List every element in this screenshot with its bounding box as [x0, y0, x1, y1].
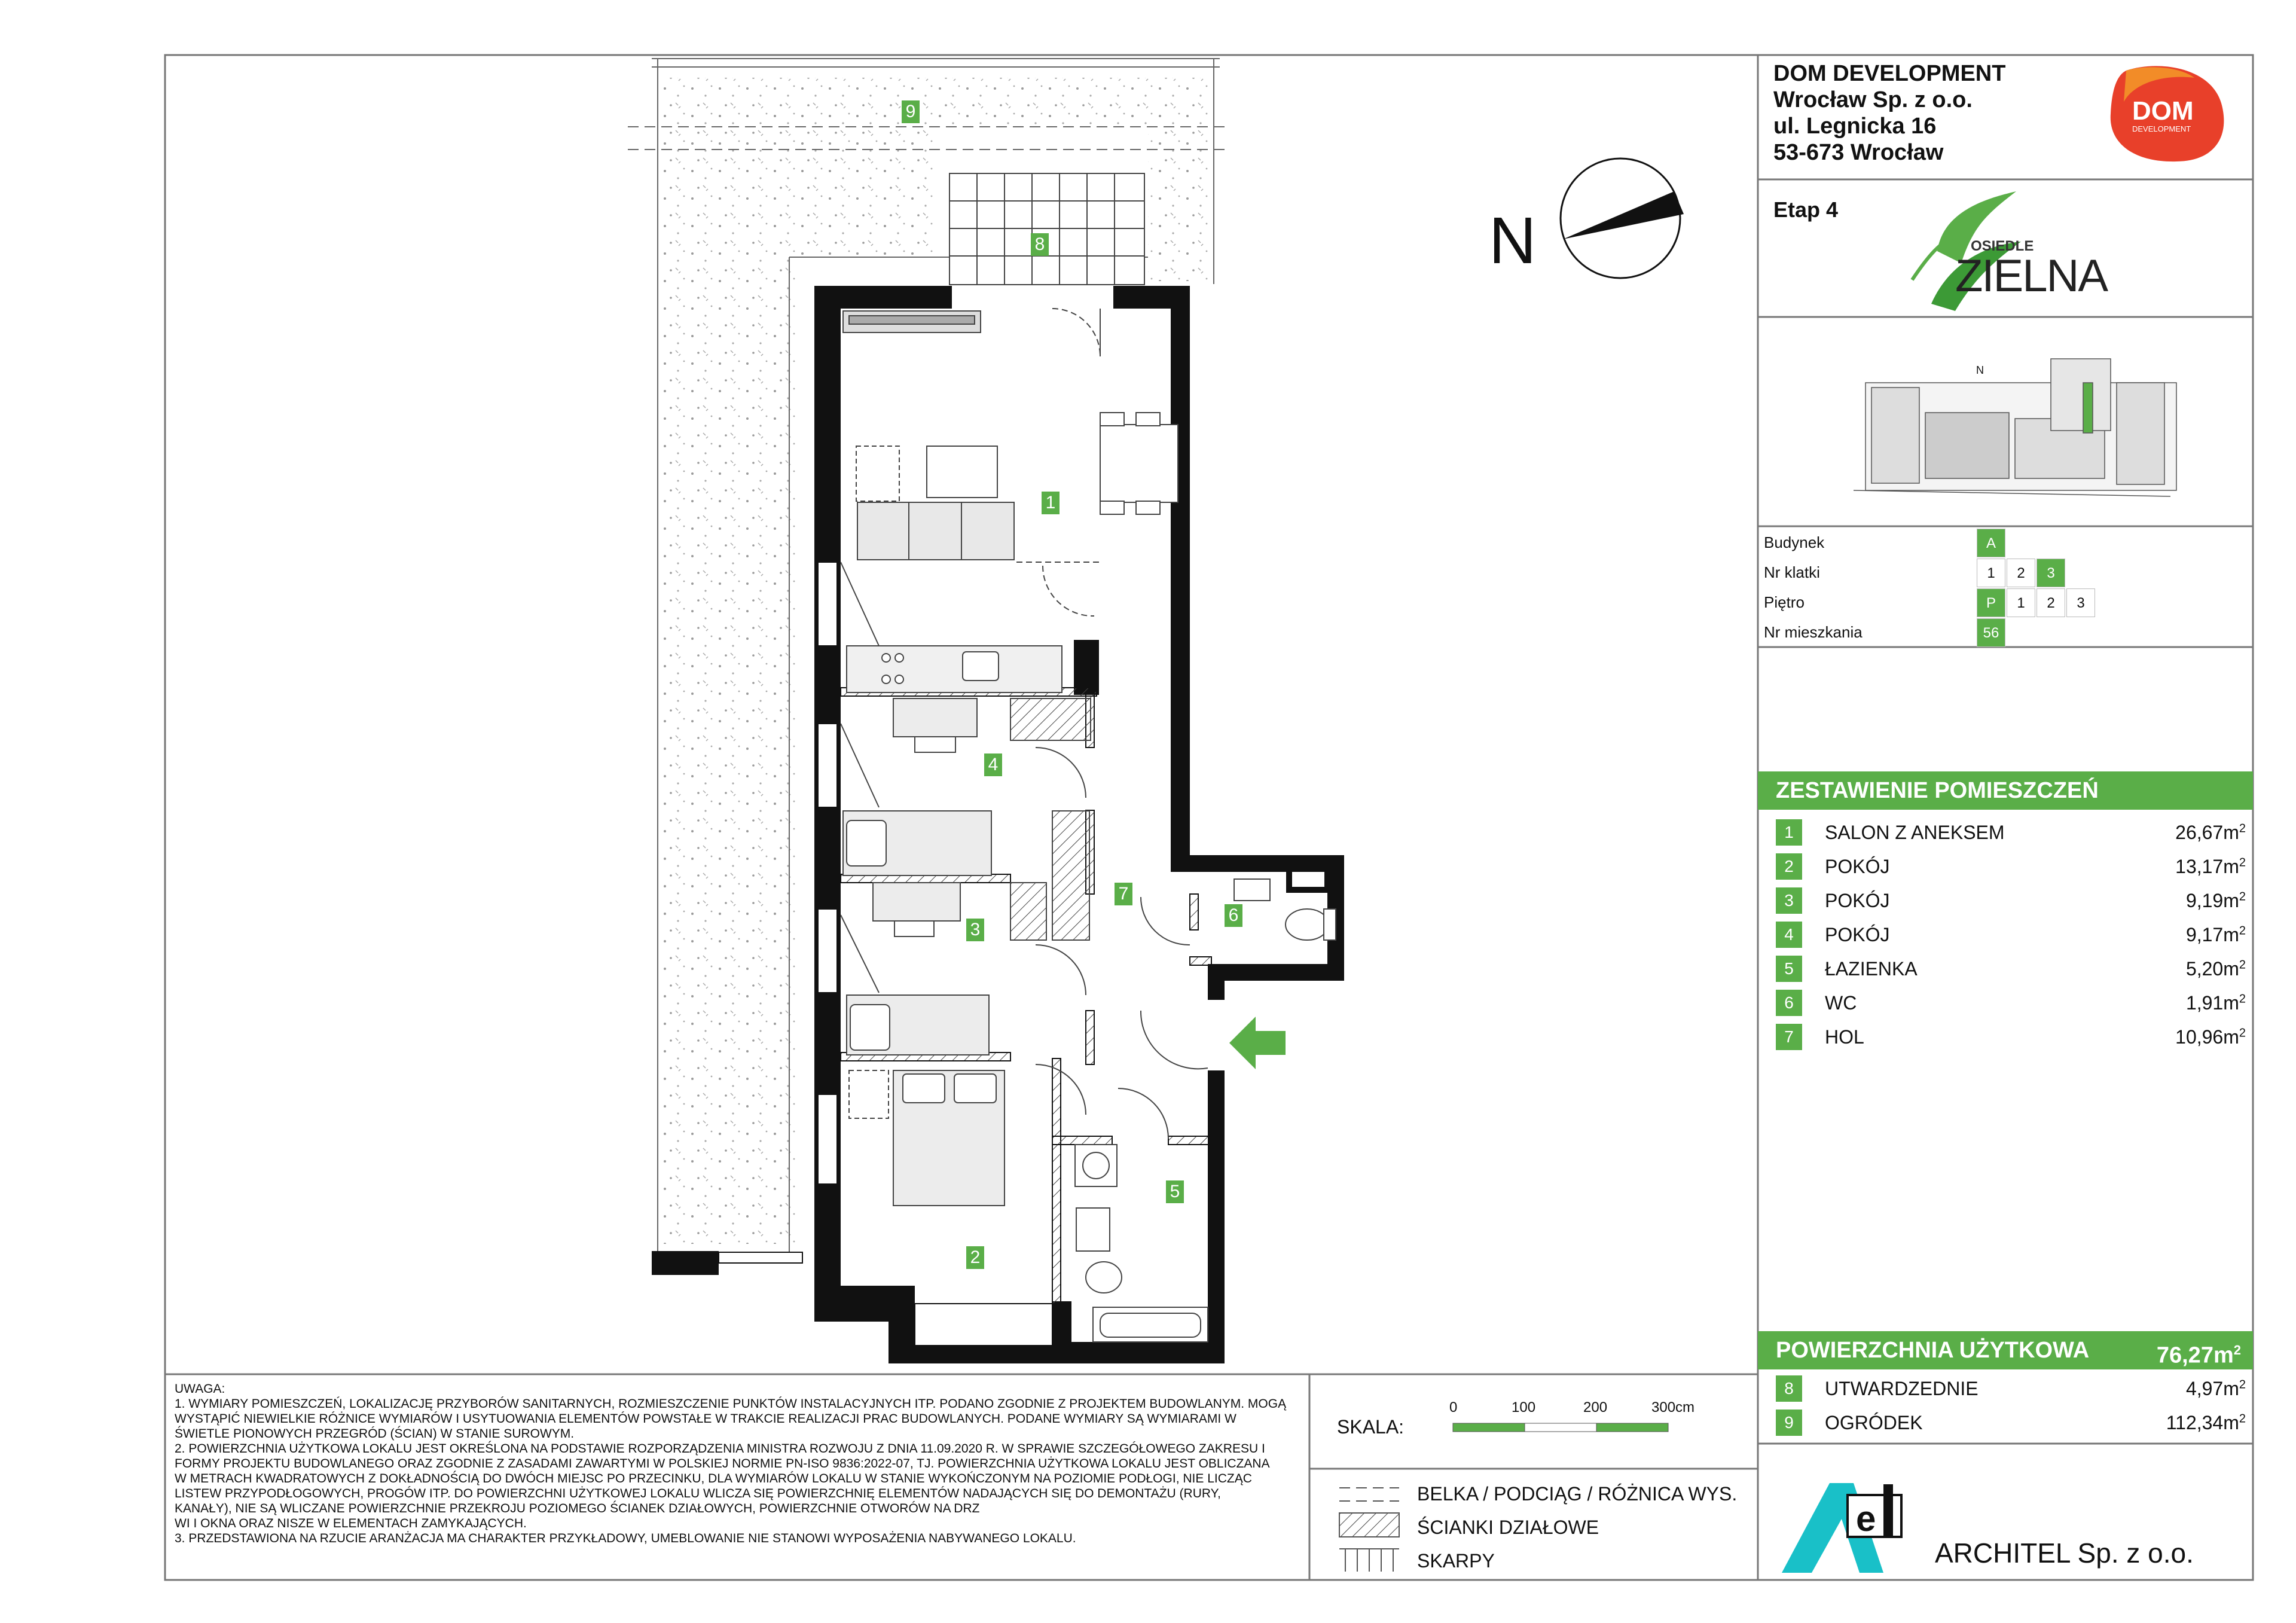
scale-tick-300: 300cm: [1651, 1399, 1695, 1415]
plan-label-2: 2: [966, 1246, 984, 1269]
room-number: 6: [1776, 990, 1802, 1016]
key-plan: [1854, 359, 2176, 496]
room-row: [1776, 952, 2246, 986]
info-cell-pietro-3: 3: [2066, 588, 2095, 617]
info-label-mieszkanie: Nr mieszkania: [1764, 623, 1863, 641]
room-number: 4: [1776, 922, 1802, 948]
keyplan-north-label: N: [1976, 364, 1984, 376]
terrace-paving: [949, 173, 1144, 285]
room-row: [1776, 816, 2246, 849]
furniture: [843, 311, 1336, 1342]
usable-area-label: POWIERZCHNIA UŻYTKOWA: [1776, 1338, 2090, 1363]
svg-text:e: e: [1856, 1499, 1876, 1539]
outdoor-name: OGRÓDEK: [1825, 1412, 1923, 1433]
room-name: SALON Z ANEKSEM: [1825, 822, 2005, 843]
room-area: $9,17m^2$: [2185, 924, 2246, 945]
compass-icon: [1561, 158, 1684, 278]
info-label-pietro: Piętro: [1764, 593, 1805, 611]
outdoor-name: UTWARDZEDNIE: [1825, 1378, 1979, 1399]
room-name: WC: [1825, 992, 1857, 1014]
room-row: [1776, 986, 2246, 1020]
dom-logo-subtext: DEVELOPMENT: [2132, 124, 2191, 133]
room-number: 1: [1776, 819, 1802, 846]
plan-label-3: 3: [966, 919, 984, 941]
room-name: ŁAZIENKA: [1825, 958, 1918, 980]
room-row: [1776, 884, 2246, 917]
room-number: 5: [1776, 956, 1802, 982]
company-city: 53-673 Wrocław: [1773, 140, 1944, 165]
legend-steps-label: SKARPY: [1417, 1550, 1495, 1572]
osiedle-logo-top: OSIEDLE: [1971, 238, 2034, 254]
info-cell-klatka-3: 3: [2037, 559, 2065, 587]
room-area: $9,19m^2$: [2185, 890, 2246, 911]
scale-tick-200: 200: [1583, 1399, 1608, 1415]
room-number: 3: [1776, 887, 1802, 914]
notes-line: 3. PRZEDSTAWIONA NA RZUCIE ARANŻACJA MA CHARAKTER PRZYKŁADOWY, UMEBLOWANIE NIE STANOWI WYPOSAŻENIA NABYWANEGO LOKALU.: [175, 1532, 1076, 1545]
plan-label-6: 6: [1225, 904, 1242, 927]
room-row: [1776, 918, 2246, 951]
notes-line: FORMY PROJEKTU BUDOWLANEGO ORAZ ZGODNIE Z ZASADAMI ZAWARTYMI W POLSKIEJ NORMIE PN-ISO 9836:2022-07, TJ. POWIERZCHNIA UŻYTKOWA LOKALU JEST OBLICZANA: [175, 1457, 1270, 1471]
rooms-header: ZESTAWIENIE POMIESZCZEŃ: [1758, 771, 2253, 810]
room-area: $5,20m^2$: [2185, 958, 2246, 980]
scale-label: SKALA:: [1337, 1416, 1405, 1438]
info-cell-pietro-2: 2: [2037, 588, 2065, 617]
notes-line: 2. POWIERZCHNIA UŻYTKOWA LOKALU JEST OKREŚLONA NA PODSTAWIE ROZPORZĄDZENIA MINISTRA ROZWOJU Z DNIA 11.09.2020 R. W SPRAWIE SZCZEGÓŁOWEGO ZAKRESU I: [175, 1442, 1265, 1456]
room-name: POKÓJ: [1825, 924, 1890, 945]
plan-label-8: 8: [1031, 233, 1049, 256]
outdoor-row: [1776, 1372, 2246, 1405]
room-name: HOL: [1825, 1026, 1864, 1048]
room-name: POKÓJ: [1825, 890, 1890, 911]
notes-block: [175, 1381, 1293, 1546]
info-cell-budynek-a: A: [1977, 529, 2005, 557]
notes-line: WYSTĄPIĆ NIEWIELKIE RÓŻNICE WYMIARÓW I USYTUOWANIA ELEMENTÓW POWSTAŁE W TRAKCIE REALIZACJI PRAC BUDOWLANYCH. PODANE WYMIARY SĄ WYMIARAMI W: [175, 1412, 1236, 1426]
room-area: $1,91m^2$: [2185, 992, 2246, 1014]
scale-tick-0: 0: [1449, 1399, 1458, 1415]
plan-label-7: 7: [1115, 883, 1132, 905]
plan-label-1: 1: [1042, 492, 1060, 514]
notes-line: KANAŁY), NIE SĄ WLICZANE POWIERZCHNIE PRZEKROJU POZIOMEGO ŚCIANEK DZIAŁOWYCH, POWIERZCHNIE OTWORÓW NA DRZ: [175, 1502, 980, 1515]
architel-logo: [1782, 1483, 1901, 1573]
legend-symbols: [1339, 1488, 1399, 1572]
company-name: DOM DEVELOPMENT: [1773, 61, 2006, 86]
legend-hatch-label: ŚCIANKI DZIAŁOWE: [1417, 1517, 1599, 1538]
company-address: ul. Legnicka 16: [1773, 114, 1937, 139]
notes-line: LISTEW PRZYPODŁOGOWYCH, PROGÓW ITP. DO POWIERZCHNI UŻYTKOWEJ LOKALU WLICZA SIĘ POWIERZCHNIĘ ELEMENTÓW NADAJĄCYCH SIĘ DO DEMONTAŻU (RURY,: [175, 1487, 1221, 1500]
notes-line: WI I OKNA ORAZ NISZE W ELEMENTACH ZAMYKAJĄCYCH.: [175, 1517, 527, 1530]
room-number: 2: [1776, 853, 1802, 880]
plan-label-9: 9: [902, 100, 920, 123]
plan-label-5: 5: [1166, 1180, 1184, 1203]
room-row: [1776, 850, 2246, 883]
stage-label: Etap 4: [1773, 197, 1839, 222]
outdoor-area: $4,97m^2$: [2185, 1378, 2246, 1399]
room-area: $10,96m^2$: [2175, 1026, 2246, 1048]
scale-bar: [1453, 1423, 1668, 1432]
dom-logo-text: DOM: [2132, 96, 2194, 126]
company-line-2: Wrocław Sp. z o.o.: [1773, 87, 1973, 112]
outdoor-row: [1776, 1406, 2246, 1439]
compass-north-label: N: [1489, 204, 1537, 277]
notes-title: UWAGA:: [175, 1382, 225, 1396]
entrance-arrow: [1229, 1017, 1286, 1069]
notes-line: ŚWIETLE PIONOWYCH PRZEGRÓD (ŚCIAN) W STANIE SUROWYM.: [175, 1427, 575, 1441]
room-area: $26,67m^2$: [2175, 822, 2246, 843]
info-cell-mieszkanie-56: 56: [1977, 618, 2005, 647]
plan-label-4: 4: [984, 753, 1002, 776]
notes-line: W METRACH KWADRATOWYCH Z DOKŁADNOŚCIĄ DO DWÓCH MIEJSC PO PRZECINKU, DLA WYMIARÓW LOKALU W STANIE WYKOŃCZONYM NA POZIOMIE PODŁOGI, NIE LICZĄC: [175, 1472, 1252, 1485]
info-cell-klatka-1: 1: [1977, 559, 2005, 587]
info-label-klatka: Nr klatki: [1764, 563, 1820, 581]
outdoor-area: $112,34m^2$: [2166, 1412, 2246, 1433]
info-cell-klatka-2: 2: [2007, 559, 2035, 587]
scale-tick-100: 100: [1512, 1399, 1536, 1415]
notes-line: 1. WYMIARY POMIESZCZEŃ, LOKALIZACJĘ PRZYBORÓW SANITARNYCH, ROZMIESZCZENIE PUNKTÓW INSTALACYJNYCH ITP. PODANO ZGODNIE Z PROJEKTEM BUDOWLANYM. MOGĄ: [175, 1397, 1287, 1411]
info-label-budynek: Budynek: [1764, 533, 1825, 551]
info-cell-pietro-1: 1: [2007, 588, 2035, 617]
room-number: 7: [1776, 1024, 1802, 1050]
room-area: $13,17m^2$: [2175, 856, 2246, 877]
outdoor-number: 9: [1776, 1410, 1802, 1436]
usable-area-value: $76,27m^2$: [2156, 1343, 2241, 1368]
room-name: POKÓJ: [1825, 856, 1890, 877]
room-row: [1776, 1020, 2246, 1054]
info-cell-pietro-p: P: [1977, 588, 2005, 617]
osiedle-logo-main: ZIELNA: [1955, 251, 2108, 301]
outdoor-number: 8: [1776, 1375, 1802, 1402]
usable-area-bar: [1758, 1331, 2253, 1369]
architect-name: ARCHITEL Sp. z o.o.: [1935, 1537, 2194, 1569]
legend-dashed-label: BELKA / PODCIĄG / RÓŻNICA WYS.: [1417, 1483, 1738, 1505]
